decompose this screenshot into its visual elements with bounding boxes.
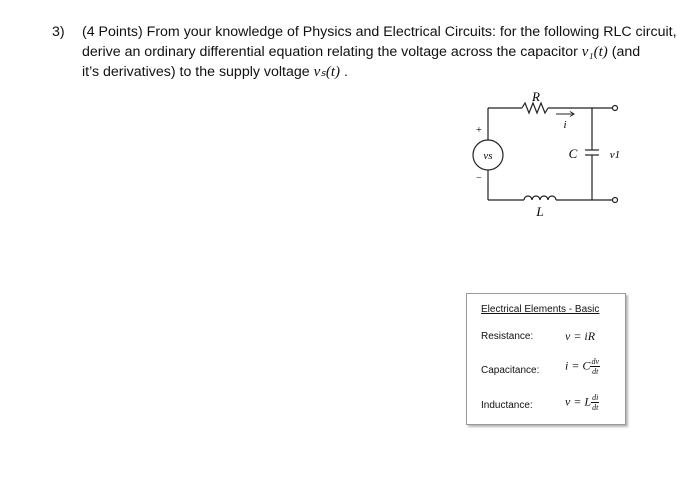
plus-sign: +: [476, 125, 482, 136]
resistor-symbol: [522, 103, 548, 113]
inductance-denominator: dt: [592, 403, 599, 412]
question-line-2-end: (and: [607, 44, 641, 60]
inductor-symbol: [524, 196, 556, 200]
capacitance-fraction: [590, 357, 600, 376]
resistor-label: R: [532, 89, 540, 104]
output-voltage-label: v1: [609, 149, 621, 161]
capacitance-numerator: dv: [591, 357, 599, 366]
question-line-3-text: it’s derivatives) to the supply voltage: [82, 64, 314, 80]
terminal-bottom: [613, 198, 618, 203]
capacitance-equation-lhs: i = C: [565, 358, 591, 373]
capacitance-equation: [565, 357, 600, 376]
resistance-label: Resistance:: [481, 331, 534, 342]
supply-voltage-symbol: vₛ(t): [313, 64, 341, 80]
resistance-equation: v = iR: [565, 329, 596, 343]
electrical-elements-reference: [466, 293, 626, 425]
question-number: 3): [52, 24, 65, 40]
capacitance-label: Capacitance:: [481, 365, 540, 376]
reference-title: Electrical Elements - Basic: [481, 304, 600, 315]
question-line-3: [82, 62, 348, 82]
capacitance-denominator: dt: [592, 367, 599, 376]
terminal-top: [613, 106, 618, 111]
inductance-equation-lhs: v = L: [565, 394, 592, 409]
question-line-2-text: derive an ordinary differential equation relating the voltage across the capacitor: [82, 44, 582, 60]
question-line-3-end: .: [340, 64, 348, 80]
inductance-numerator: di: [592, 393, 599, 402]
rlc-circuit-diagram: [470, 88, 640, 248]
minus-sign: −: [476, 173, 482, 184]
source-label: vs: [483, 150, 493, 162]
inductance-equation: [565, 393, 599, 412]
question-line-1: (4 Points) From your knowledge of Physics and Electrical Circuits: for the following RLC circuit,: [82, 24, 677, 40]
question-line-2: [82, 42, 640, 62]
capacitor-voltage-symbol: v₁(t): [581, 44, 608, 60]
capacitor-label: C: [568, 146, 578, 161]
inductor-label: L: [536, 204, 544, 219]
inductance-label: Inductance:: [481, 400, 533, 411]
current-label: i: [563, 119, 567, 131]
inductance-fraction: [591, 393, 599, 412]
